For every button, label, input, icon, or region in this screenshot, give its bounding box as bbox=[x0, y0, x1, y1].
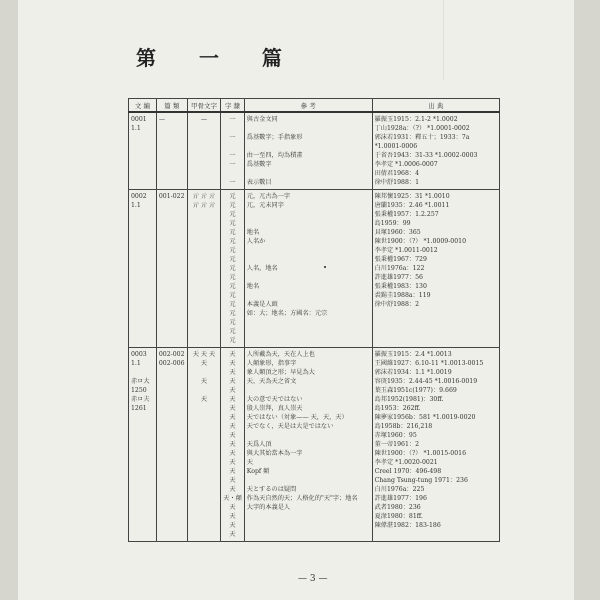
cell-line: 天爲人頂 bbox=[246, 441, 272, 448]
cell-line: 元 bbox=[229, 328, 236, 335]
cell-line: 與古金文同 bbox=[246, 116, 278, 123]
cell-line: 島1953：262ff. bbox=[374, 405, 421, 412]
ink-dot bbox=[324, 266, 326, 268]
cell-line bbox=[247, 431, 370, 440]
cell-line: 元 bbox=[229, 265, 236, 272]
category-cell bbox=[156, 112, 187, 190]
cell-line: 亓 亓 亓 bbox=[192, 202, 216, 209]
cell-line: 一 bbox=[229, 116, 236, 123]
cell-line: 島1959：99 bbox=[374, 220, 411, 227]
cell-line: 赤ロ大 bbox=[131, 378, 150, 385]
header-cell: 字 隸 bbox=[221, 99, 245, 113]
cell-line: 葉玉森1951c(1977)：9.669 bbox=[374, 387, 457, 394]
cell-line: 天 bbox=[229, 450, 236, 457]
transcription-cell bbox=[221, 190, 245, 348]
cell-line: 郭沫若1934：1.1 *1.0019 bbox=[374, 369, 452, 376]
cell-line: 陳偉湛1982：183-186 bbox=[374, 522, 441, 529]
cell-line: 爲基數字 bbox=[246, 161, 272, 168]
cell-line bbox=[247, 142, 370, 151]
cell-line: 一 bbox=[229, 179, 236, 186]
cell-line bbox=[247, 255, 370, 264]
cell-line: 1.1 bbox=[131, 202, 141, 209]
cell-line: 天 bbox=[229, 531, 236, 538]
cell-line: 天 bbox=[229, 360, 236, 367]
category-cell bbox=[156, 190, 187, 348]
cell-line: — bbox=[158, 116, 166, 123]
source-cell bbox=[372, 190, 499, 348]
page-title: 第 一 篇 bbox=[136, 46, 300, 70]
cell-line bbox=[223, 124, 242, 133]
cell-line: 郭沫若1931：釋五十；1933：7a bbox=[374, 134, 470, 141]
cell-line: 武者1980：236 bbox=[374, 504, 421, 511]
cell-line: 002-002 bbox=[158, 351, 185, 358]
entry-id-cell bbox=[129, 112, 157, 190]
cell-line: 天 bbox=[229, 504, 236, 511]
cell-line: 天 bbox=[200, 360, 208, 367]
cell-line: 夏淥1980：81ff. bbox=[374, 513, 423, 520]
cell-line bbox=[223, 169, 242, 178]
cell-line: 天 天 天 bbox=[192, 351, 216, 358]
cell-line bbox=[247, 169, 370, 178]
cell-line: 天 bbox=[200, 396, 208, 403]
cell-line: 人名か bbox=[246, 238, 266, 245]
entry-id-cell bbox=[129, 348, 157, 542]
cell-line: 人顛象形，指事字 bbox=[246, 360, 297, 367]
header-cell: 文 編 bbox=[129, 99, 157, 113]
cell-line: 島邦1952(1981)：30ff. bbox=[374, 396, 444, 403]
cell-line: 裘錫圭1988a：119 bbox=[374, 292, 431, 299]
reference-cell bbox=[244, 112, 372, 190]
cell-line: 王國維1927：6.10-11 *1.0013-0015 bbox=[374, 360, 484, 367]
cell-line: Kopf 顛 bbox=[246, 468, 270, 475]
cell-line: 元 bbox=[229, 211, 236, 218]
cell-line: 元 bbox=[229, 301, 236, 308]
cell-line: 天 bbox=[246, 459, 253, 466]
cell-line bbox=[190, 386, 218, 395]
table-row bbox=[129, 190, 500, 348]
cell-line: 大の意で天ではない bbox=[246, 396, 303, 403]
cell-line bbox=[223, 142, 242, 151]
cell-line: 天 bbox=[229, 387, 236, 394]
cell-line: Chang Tsung-tung 1971：236 bbox=[374, 477, 468, 484]
cell-line: 與大其始當本為一字 bbox=[246, 450, 303, 457]
cell-line: 002-006 bbox=[158, 360, 185, 367]
cell-line: 天 bbox=[229, 468, 236, 475]
cell-line: 天 bbox=[229, 351, 236, 358]
cell-line: 容庚1935：2.44-45 *1.0016-0019 bbox=[374, 378, 478, 385]
cell-line: 天 bbox=[229, 378, 236, 385]
cell-line: 天・顛 bbox=[223, 495, 242, 502]
cell-line: 地名 bbox=[246, 283, 260, 290]
cell-line: 001-022 bbox=[158, 193, 185, 200]
cell-line: 天 bbox=[229, 522, 236, 529]
cell-line bbox=[247, 318, 370, 327]
cell-line: 天 bbox=[229, 423, 236, 430]
cell-line: 天 bbox=[229, 414, 236, 421]
cell-line: 羅振玉1915：2.4 *1.0013 bbox=[374, 351, 452, 358]
cell-line: 元 bbox=[229, 247, 236, 254]
cell-line: 陳世1900：（?） *1.0009-0010 bbox=[374, 238, 467, 245]
cell-line: 丁山1928a：（?） *1.0001-0002 bbox=[374, 125, 470, 132]
cell-line: 1.1 bbox=[131, 125, 141, 132]
reference-cell bbox=[244, 348, 372, 542]
source-cell bbox=[372, 348, 499, 542]
cell-line: 陳夢家1956b：581 *1.0019-0020 bbox=[374, 414, 476, 421]
oracle-bone-cell bbox=[187, 348, 220, 542]
cell-line: 徐中舒1988：2 bbox=[374, 301, 420, 308]
cell-line bbox=[247, 476, 370, 485]
cell-line: 唐蘭1935：2.46 *1.0011 bbox=[374, 202, 450, 209]
cell-line: 元 bbox=[229, 319, 236, 326]
cell-line: 天 bbox=[229, 459, 236, 466]
cell-line: 赤塚1960：95 bbox=[374, 432, 417, 439]
header-cell: 甲骨文字 bbox=[187, 99, 220, 113]
cell-line: 赤ロ夫 bbox=[131, 396, 150, 403]
cell-line bbox=[247, 291, 370, 300]
cell-line: 天 bbox=[229, 369, 236, 376]
cell-line: 元 bbox=[229, 337, 236, 344]
bleed-through-lines bbox=[443, 0, 544, 80]
cell-line: 0001 bbox=[131, 116, 147, 123]
cell-line: 1.1 bbox=[131, 360, 141, 367]
cell-line: 許進雄1977：196 bbox=[374, 495, 427, 502]
cell-line: 天 bbox=[229, 432, 236, 439]
cell-line: 人名，地名 bbox=[246, 265, 278, 272]
cell-line: 如：大；地名；方國名：元宗 bbox=[246, 310, 328, 317]
document-page bbox=[18, 0, 574, 600]
cell-line: 天 bbox=[229, 405, 236, 412]
cell-line: Creel 1970：496-498 bbox=[374, 468, 442, 475]
cell-line: 元 bbox=[229, 274, 236, 281]
cell-line: 元 bbox=[229, 292, 236, 299]
cell-line: 田倩君1968：4 bbox=[374, 170, 420, 177]
table-header-row bbox=[129, 99, 500, 113]
cell-line bbox=[247, 273, 370, 282]
cell-line bbox=[247, 124, 370, 133]
cell-line: 陳世1900：（?） *1.0015-0016 bbox=[374, 450, 467, 457]
transcription-cell bbox=[221, 348, 245, 542]
cell-line: 本義是人頭 bbox=[246, 301, 278, 308]
cell-line: 天 bbox=[229, 477, 236, 484]
cell-line: 亓 亓 亓 bbox=[192, 193, 216, 200]
cell-line: 表示數目 bbox=[246, 179, 272, 186]
header-cell: 篇 類 bbox=[156, 99, 187, 113]
cell-line: 李孝定 *1.0020-0021 bbox=[374, 459, 438, 466]
cell-line: 天 bbox=[229, 396, 236, 403]
cell-line: 元 bbox=[229, 256, 236, 263]
cell-line: 兀，元未同字 bbox=[246, 202, 284, 209]
cell-line: 一 bbox=[229, 134, 236, 141]
dictionary-table bbox=[128, 98, 500, 542]
cell-line: 殷人崇拜，真人崇天 bbox=[246, 405, 303, 412]
reference-cell bbox=[244, 190, 372, 348]
cell-line: 元 bbox=[229, 220, 236, 227]
category-cell bbox=[156, 348, 187, 542]
cell-line: 張秉權1983：130 bbox=[374, 283, 427, 290]
entry-id-cell bbox=[129, 190, 157, 348]
header-cell: 參 考 bbox=[244, 99, 372, 113]
cell-line: 羅振玉1915：2.1-2 *1.0002 bbox=[374, 116, 458, 123]
oracle-bone-cell bbox=[187, 112, 220, 190]
cell-line: 元 bbox=[229, 229, 236, 236]
table-row bbox=[129, 348, 500, 542]
cell-line: 元 bbox=[229, 238, 236, 245]
cell-line: 天でなく，天是は大是ではない bbox=[246, 423, 334, 430]
cell-line: 1250 bbox=[131, 387, 147, 394]
cell-line bbox=[247, 219, 370, 228]
cell-line: 1261 bbox=[131, 405, 147, 412]
cell-line: 人所戴為天，天在人上也 bbox=[246, 351, 315, 358]
cell-line: 一 bbox=[229, 161, 236, 168]
cell-line: 作為天自然的天；人格化的"天"字；地名 bbox=[246, 495, 358, 502]
transcription-cell bbox=[221, 112, 245, 190]
cell-line: 地名 bbox=[246, 229, 260, 236]
cell-line: 0003 bbox=[131, 351, 147, 358]
cell-line: 天 bbox=[229, 486, 236, 493]
cell-line: 董一帝1961：2 bbox=[374, 441, 420, 448]
cell-line: 元 bbox=[229, 202, 236, 209]
cell-line: *1.0001-0006 bbox=[374, 143, 418, 150]
cell-line: 天 bbox=[229, 441, 236, 448]
cell-line bbox=[247, 210, 370, 219]
cell-line: 李孝定 *1.0011-0012 bbox=[374, 247, 438, 254]
cell-line: 一 bbox=[229, 152, 236, 159]
cell-line bbox=[190, 368, 218, 377]
cell-line: 元 bbox=[229, 193, 236, 200]
cell-line: 張秉權1957：1.2.257 bbox=[374, 211, 439, 218]
cell-line: 元，兀古為一字 bbox=[246, 193, 291, 200]
cell-line bbox=[131, 368, 154, 377]
cell-line: 貝塚1960：365 bbox=[374, 229, 421, 236]
cell-line: 許進雄1977：56 bbox=[374, 274, 423, 281]
header-cell: 出 典 bbox=[372, 99, 499, 113]
cell-line: 大字的本義是人 bbox=[246, 504, 291, 511]
cell-line: 于省吾1943：31-33 *1.0002-0003 bbox=[374, 152, 478, 159]
table-row bbox=[129, 112, 500, 190]
cell-line: 白川1976a：122 bbox=[374, 265, 425, 272]
cell-line: 天，天為天之省文 bbox=[246, 378, 297, 385]
cell-line: 元 bbox=[229, 310, 236, 317]
page-number: — 3 — bbox=[298, 574, 328, 584]
cell-line: 天 bbox=[229, 513, 236, 520]
cell-line: — bbox=[200, 116, 208, 123]
oracle-bone-cell bbox=[187, 190, 220, 348]
cell-line: 天ではない（対象—— 天，天，天） bbox=[246, 414, 348, 421]
cell-line: 0002 bbox=[131, 193, 147, 200]
cell-line: 白川1976a：225 bbox=[374, 486, 425, 493]
cell-line: 島1958b：216,218 bbox=[374, 423, 433, 430]
cell-line bbox=[247, 386, 370, 395]
cell-line: 陳邦懷1925：31 *1.0010 bbox=[374, 193, 450, 200]
cell-line: 張秉權1967：729 bbox=[374, 256, 427, 263]
cell-line: 象人顛頂之形；早見為大 bbox=[246, 369, 315, 376]
cell-line bbox=[247, 246, 370, 255]
cell-line: 由一至四，均為積畫 bbox=[246, 152, 303, 159]
cell-line: 爲基數字；手指象形 bbox=[246, 134, 303, 141]
cell-line: 徐中舒1988：1 bbox=[374, 179, 420, 186]
source-cell bbox=[372, 112, 499, 190]
cell-line: 元 bbox=[229, 283, 236, 290]
cell-line: 天 bbox=[200, 378, 208, 385]
cell-line: 天とするのは疑問 bbox=[246, 486, 297, 493]
cell-line: 李孝定 *1.0006-0007 bbox=[374, 161, 438, 168]
